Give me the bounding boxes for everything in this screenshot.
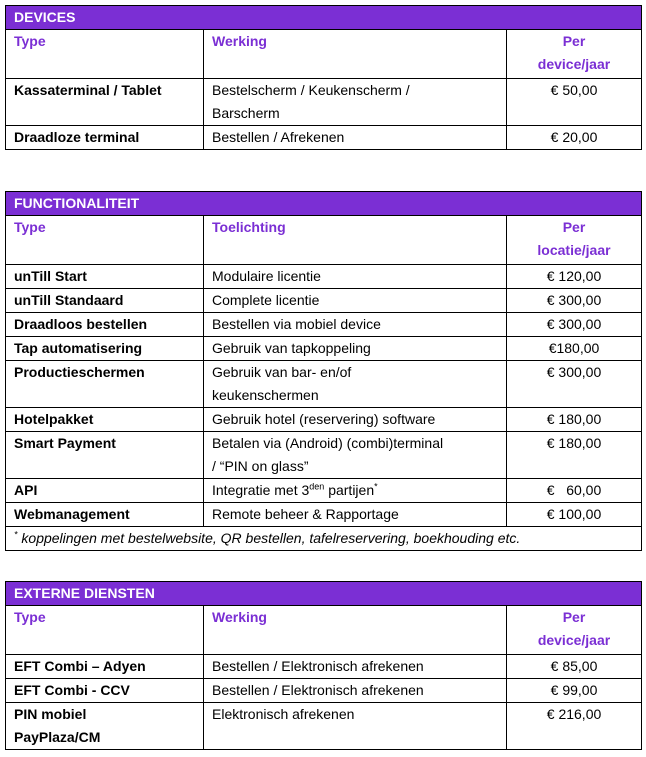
table-row xyxy=(6,79,642,126)
row-type: EFT Combi – Adyen xyxy=(6,655,204,679)
row-price: € 180,00 xyxy=(507,432,642,479)
table-row xyxy=(6,289,642,313)
table-row xyxy=(6,408,642,432)
row-type: unTill Standaard xyxy=(6,289,204,313)
row-type: Hotelpakket xyxy=(6,408,204,432)
row-type: unTill Start xyxy=(6,265,204,289)
col-werking-header: Werking xyxy=(204,30,507,79)
row-type: PIN mobiel PayPlaza/CM xyxy=(6,703,204,750)
row-desc: Bestellen / Elektronisch afrekenen xyxy=(204,655,507,679)
table-row xyxy=(6,361,642,408)
row-desc: Bestellen / Afrekenen xyxy=(204,126,507,150)
col-type-header: Type xyxy=(6,606,204,655)
row-type: Productieschermen xyxy=(6,361,204,408)
row-desc: Gebruik van tapkoppeling xyxy=(204,337,507,361)
col-type-header: Type xyxy=(6,30,204,79)
row-type: API xyxy=(6,479,204,503)
functionaliteit-table xyxy=(5,191,642,551)
row-desc: Gebruik hotel (reservering) software xyxy=(204,408,507,432)
row-type: Draadloos bestellen xyxy=(6,313,204,337)
row-price: € 120,00 xyxy=(507,265,642,289)
col-type-header: Type xyxy=(6,216,204,265)
col-werking-header: Werking xyxy=(204,606,507,655)
externe-diensten-table xyxy=(5,581,642,750)
row-desc: Integratie met $3^{den}$ partijen* xyxy=(204,479,507,503)
row-desc: Bestelscherm / Keukenscherm / Barscherm xyxy=(204,79,507,126)
externe-diensten-heading: EXTERNE DIENSTEN xyxy=(6,582,642,606)
functionaliteit-heading: FUNCTIONALITEIT xyxy=(6,192,642,216)
table-row xyxy=(6,503,642,527)
table-row xyxy=(6,265,642,289)
col-toelichting-header: Toelichting xyxy=(204,216,507,265)
table-row xyxy=(6,337,642,361)
row-price: € 300,00 xyxy=(507,361,642,408)
row-type: EFT Combi - CCV xyxy=(6,679,204,703)
row-type: Smart Payment xyxy=(6,432,204,479)
footnote: * koppelingen met bestelwebsite, QR bestellen, tafelreservering, boekhouding etc. xyxy=(6,527,642,551)
col-price-header: Per device/jaar xyxy=(507,606,642,655)
col-price-header: Per locatie/jaar xyxy=(507,216,642,265)
devices-heading: DEVICES xyxy=(6,6,642,30)
row-desc: Gebruik van bar- en/of keukenschermen xyxy=(204,361,507,408)
row-desc: Complete licentie xyxy=(204,289,507,313)
row-desc: Modulaire licentie xyxy=(204,265,507,289)
row-price: € 99,00 xyxy=(507,679,642,703)
row-price: € 216,00 xyxy=(507,703,642,750)
row-desc: Bestellen via mobiel device xyxy=(204,313,507,337)
table-row xyxy=(6,679,642,703)
row-price: € 50,00 xyxy=(507,79,642,126)
table-row xyxy=(6,313,642,337)
table-row xyxy=(6,432,642,479)
row-desc: Elektronisch afrekenen xyxy=(204,703,507,750)
row-type: Tap automatisering xyxy=(6,337,204,361)
row-price: € 85,00 xyxy=(507,655,642,679)
row-type: Webmanagement xyxy=(6,503,204,527)
row-price: € 60,00 xyxy=(507,479,642,503)
row-desc: Betalen via (Android) (combi)terminal / “PIN on glass” xyxy=(204,432,507,479)
table-row xyxy=(6,126,642,150)
row-type: Kassaterminal / Tablet xyxy=(6,79,204,126)
table-row xyxy=(6,479,642,503)
row-price: €180,00 xyxy=(507,337,642,361)
row-price: € 20,00 xyxy=(507,126,642,150)
row-price: € 100,00 xyxy=(507,503,642,527)
row-type: Draadloze terminal xyxy=(6,126,204,150)
table-row xyxy=(6,655,642,679)
col-price-header: Per device/jaar xyxy=(507,30,642,79)
table-row xyxy=(6,703,642,750)
row-price: € 300,00 xyxy=(507,289,642,313)
devices-table xyxy=(5,5,642,150)
row-desc: Bestellen / Elektronisch afrekenen xyxy=(204,679,507,703)
row-price: € 300,00 xyxy=(507,313,642,337)
row-price: € 180,00 xyxy=(507,408,642,432)
row-desc: Remote beheer & Rapportage xyxy=(204,503,507,527)
